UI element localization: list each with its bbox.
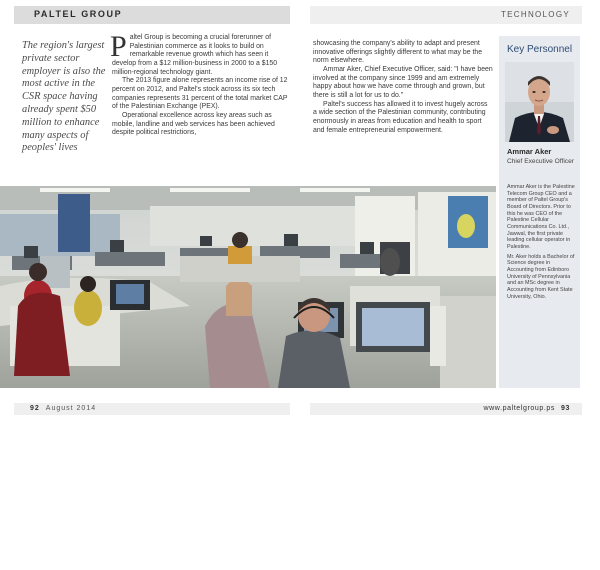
article-column-2: [313, 40, 493, 135]
ceo-name: Ammar Aker: [507, 147, 552, 156]
article-column-1: [110, 30, 288, 138]
page-number-left: 92: [30, 405, 40, 412]
article-paragraph: The 2013 figure alone represents an income rise of 12 percent on 2012, and Paltel's stock across its six tech companies represents 31 percent of the total market CAP of the Palestinian Exchange (PEX).: [112, 77, 288, 111]
section-label: TECHNOLOGY: [500, 10, 570, 19]
sidebar-title: Key Personnel: [507, 44, 573, 55]
footer-left-bar: [14, 403, 290, 415]
article-paragraph: Paltel's success has allowed it to invest hugely across a wide section of the Palestinian community, contributing enormously in areas from education and health to sport and female entrepreneurial empowerment.: [313, 100, 488, 134]
footer-left-text: [30, 405, 96, 412]
photo-caption: Reach Contact Center in Ramallah - The first call center in Palestine: [22, 563, 225, 570]
footer-right-bar: [310, 403, 582, 415]
article-paragraph: Ammar Aker, Chief Executive Officer, said: "I have been involved at the company since 1999 and am extremely happy about how we have come through and grown, but there is still a lot for us to do.": [313, 65, 493, 99]
ceo-role: Chief Executive Officer: [507, 158, 574, 165]
footer-right-text: [484, 405, 571, 412]
magazine-section-title: PALTEL GROUP: [34, 9, 123, 19]
pull-quote: The region's largest private sector employer is also the most active in the CSR space having already spent $50 million to enhance many aspects of peoples' lives: [22, 40, 106, 154]
bio-paragraph: Mr. Aker holds a Bachelor of Science degree in Accounting from Edinboro University of Pennsylvania and an MSc degree in Accounting from Kent State University, Ohio.: [507, 253, 575, 300]
header-left-bar: [14, 6, 290, 24]
header-right-bar: [310, 6, 582, 24]
article-paragraph: showcasing the company's ability to adapt and present innovative offerings slightly different to what may be the norm elsewhere.: [313, 40, 483, 65]
drop-cap: P: [110, 30, 127, 63]
website-url: www.paltelgroup.ps: [483, 405, 555, 412]
article-paragraph: Paltel Group is becoming a crucial forerunner of Palestinian commerce as it looks to build on remarkable revenue growth which has seen it develop from a $12 million-business in 2000 to a $150 million-regional technology giant.: [110, 30, 278, 76]
bio-paragraph: Ammar Aker is the Palestine Telecom Group CEO and a member of Paltel Group's Board of Directors. Prior to this he was CEO of the Palestine Cellular Communications Co. Ltd., Jawwal, the first private leading cellular operator in Palestine.: [507, 184, 575, 250]
ceo-portrait: [505, 62, 574, 142]
page-number-right: 93: [561, 405, 570, 412]
article-paragraph: Operational excellence across key areas such as mobile, landline and web services has been achieved despite political restrictions,: [112, 111, 275, 137]
issue-date: August 2014: [45, 405, 97, 412]
key-personnel-sidebar: [499, 36, 580, 388]
ceo-bio: [507, 184, 575, 303]
